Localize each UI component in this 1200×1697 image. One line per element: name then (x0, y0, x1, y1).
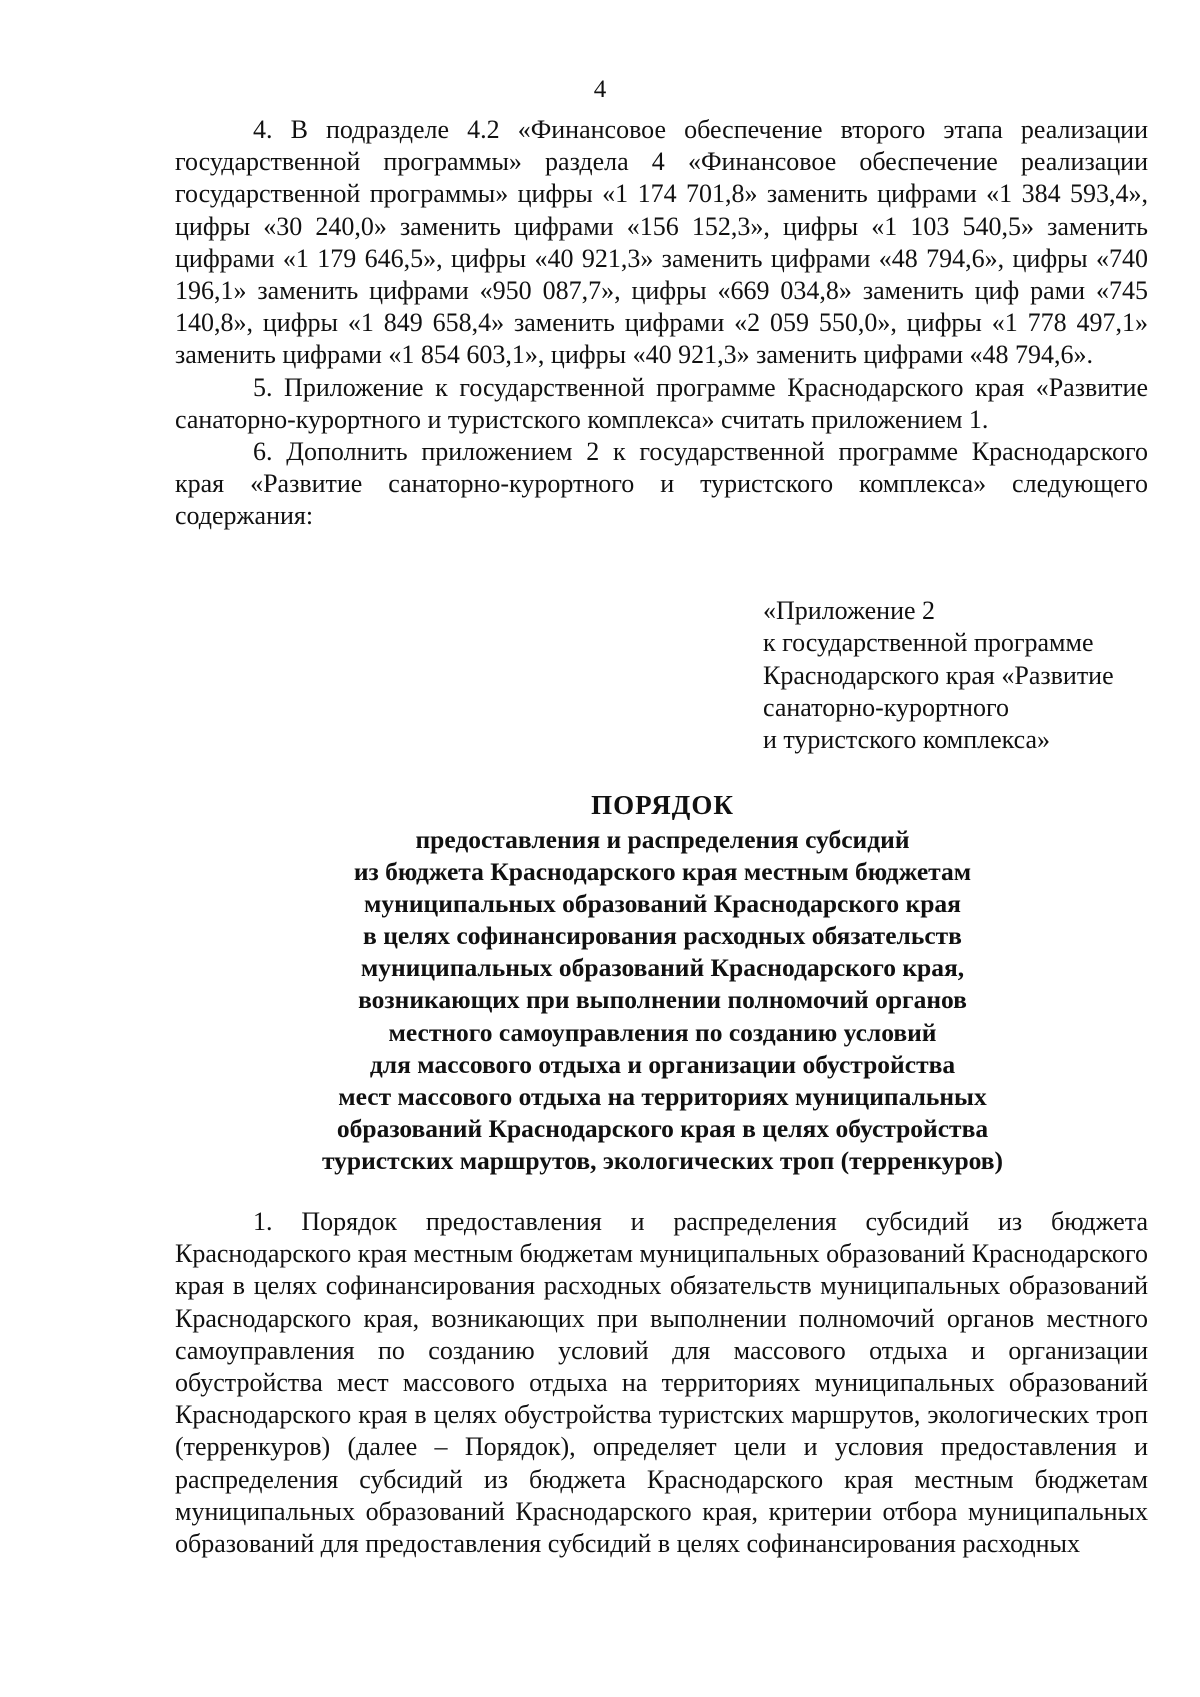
title-line: местного самоуправления по созданию условий (388, 1017, 937, 1047)
appendix-reference (763, 595, 1183, 756)
procedure-title (180, 788, 1145, 1177)
title-line: для массового отдыха и организации обустройства (369, 1049, 956, 1079)
procedure-paragraph-1: 1. Порядок предоставления и распределения субсидий из бюджета Краснодарского края местным бюджетам муниципальных образований Краснодарского края в целях софинансирования расходных обязательств муниципальных образований Краснодарского края, возникающих при выполнении полномочий органов местного самоуправления по созданию условий для массового отдыха и организации обустройства мест массового отдыха на территориях муниципальных образований Краснодарского края в целях обустройства туристских маршрутов, экологических троп (терренкуров) (далее – Порядок), определяет цели и условия предоставления и распределения субсидий из бюджета Краснодарского края местным бюджетам муниципальных образований Краснодарского края, критерии отбора муниципальных образований для предоставления субсидий в целях софинансирования расходных (175, 1207, 1148, 1559)
title-line: туристских маршрутов, экологических троп (терренкуров) (321, 1145, 1004, 1175)
paragraph-6: 6. Дополнить приложением 2 к государственной программе Краснодарского края «Развитие санаторно-курортного и туристского комплекса» следующего содержания: (175, 437, 1148, 531)
amendment-paragraphs (175, 114, 1148, 533)
title-line: муниципальных образований Краснодарского края (364, 889, 961, 919)
title-line: мест массового отдыха на территориях муниципальных (338, 1081, 987, 1111)
appendix-ref-line: и туристского комплекса» (763, 725, 1051, 755)
appendix-ref-line: санаторно-курортного (763, 692, 1009, 722)
appendix-ref-line: Краснодарского края «Развитие (763, 660, 1114, 690)
appendix-ref-line: «Приложение 2 (763, 596, 936, 625)
appendix-ref-line: к государственной программе (763, 628, 1094, 658)
paragraph-4: 4. В подразделе 4.2 «Финансовое обеспечение второго этапа реализации государственной программы» раздела 4 «Финансовое обеспечение реализации государственной программы» цифры «1 174 701,8» заменить цифрами «1 384 593,4», цифры «30 240,0» заменить цифрами «156 152,3», цифры «1 103 540,5» заменить цифрами «1 179 646,5», цифры «40 921,3» заменить цифрами «48 794,6», цифры «740 196,1» заменить цифрами «950 087,7», цифры «669 034,8» заменить циф рами «745 140,8», цифры «1 849 658,4» заменить цифрами «2 059 550,0», цифры «1 778 497,1» заменить цифрами «1 854 603,1», цифры «40 921,3» заменить цифрами «48 794,6». (175, 115, 1148, 370)
title-line: предоставления и распределения субсидий (415, 825, 910, 854)
title-line: муниципальных образований Краснодарского края, (360, 953, 965, 983)
procedure-paragraphs (175, 1206, 1148, 1560)
title-line: возникающих при выполнении полномочий органов (358, 985, 967, 1015)
title-line: из бюджета Краснодарского края местным бюджетам (353, 857, 972, 887)
title-line: образований Краснодарского края в целях обустройства (336, 1113, 989, 1143)
title-line: в целях софинансирования расходных обязательств (363, 921, 962, 951)
paragraph-5: 5. Приложение к государственной программе Краснодарского края «Развитие санаторно-курортного и туристского комплекса» считать приложением 1. (175, 372, 1148, 434)
title-heading: ПОРЯДОК (591, 790, 734, 820)
page-number: 4 (593, 76, 607, 103)
